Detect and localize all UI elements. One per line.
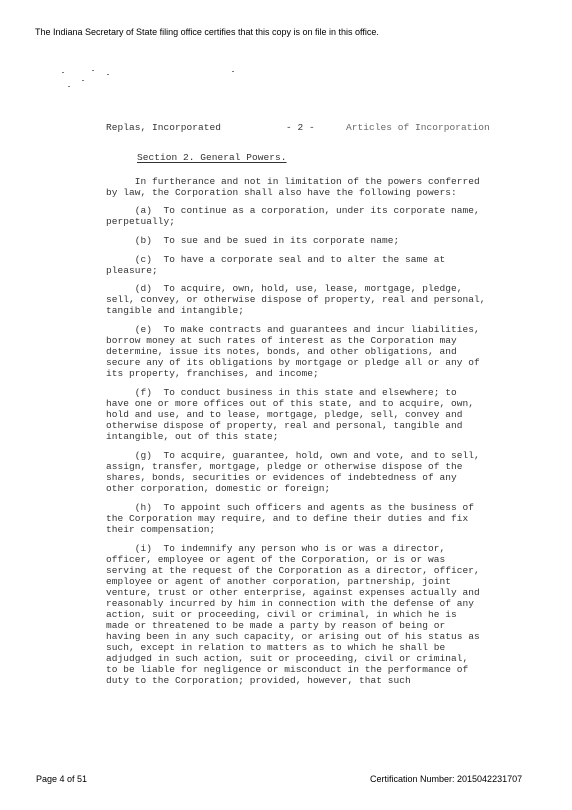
paragraph-h [106,502,474,535]
paragraph-d [106,283,486,316]
text-line: adjudged in such action, suit or proceeding, civil or criminal, [106,653,469,664]
text-line: pleasure; [106,265,158,276]
text-line: hold and use, and to lease, mortgage, pledge, sell, convey and [106,409,463,420]
paragraph-e [106,324,480,379]
text-line: (i) To indemnify any person who is or was a director, [106,543,446,554]
text-line: shares, bonds, securities or evidences of indebtedness of any [106,472,457,483]
text-line: serving at the request of the Corporation as a director, officer, [106,565,480,576]
text-line: made or threatened to be made a party by reason of being or [106,620,446,631]
paragraph-a [106,205,480,227]
header-company-name: Replas, Incorporated [106,122,222,133]
text-line: action, suit or proceeding, civil or criminal, in which he is [106,609,457,620]
paragraph-b [106,235,399,246]
text-line: employee or agent of another corporation, partnership, joint [106,576,452,587]
text-line: (a) To continue as a corporation, under its corporate name, [106,205,480,216]
text-line: In furtherance and not in limitation of the powers conferred [106,176,480,187]
paragraph-c [106,254,445,276]
text-line: by law, the Corporation shall also have the following powers: [106,187,457,198]
text-line: their compensation; [106,524,216,535]
certification-number: Certification Number: 2015042231707 [370,774,523,784]
text-line: (c) To have a corporate seal and to alter the same at [106,254,446,265]
text-line: sell, convey, or otherwise dispose of property, real and personal, [106,294,486,305]
text-line: to be liable for negligence or misconduct in the performance of [106,664,469,675]
text-line: have one or more offices out of this state, and to acquire, own, [106,398,475,409]
certification-banner: The Indiana Secretary of State filing office certifies that this copy is on file in this office. [35,27,379,37]
text-line: assign, transfer, mortgage, pledge or otherwise dispose of the [106,461,463,472]
text-line: tangible and intangible; [106,305,245,316]
text-line: (e) To make contracts and guarantees and incur liabilities, [106,324,480,335]
text-line: borrow money at such rates of interest as the Corporation may [106,335,457,346]
text-line: reasonably incurred by him in connection with the defense of any [106,598,475,609]
header-document-title: Articles of Incorporation [346,122,490,133]
page-number: Page 4 of 51 [36,774,88,784]
text-line: (d) To acquire, own, hold, use, lease, mortgage, pledge, [106,283,463,294]
paragraph-f [106,387,474,442]
paragraph-intro [106,176,480,198]
text-line: such, except in relation to matters as to which he shall be [106,642,446,653]
text-line: venture, trust or other enterprise, against expenses actually and [106,587,480,598]
text-line: its property, franchises, and income; [106,368,319,379]
text-line: duty to the Corporation; provided, however, that such [106,675,411,686]
header-page-marker: - 2 - [286,122,315,133]
text-line: having been in any such capacity, or arising out of his status as [106,631,480,642]
text-line: intangible, out of this state; [106,431,279,442]
text-line: (h) To appoint such officers and agents as the business of [106,502,475,513]
text-line: secure any of its obligations by mortgage or pledge all or any of [106,357,480,368]
text-line: (b) To sue and be sued in its corporate name; [106,235,400,246]
scan-specks [60,68,260,98]
paragraph-g [106,450,480,494]
section-heading: Section 2. General Powers. [137,152,287,163]
text-line: perpetually; [106,216,176,227]
text-line: determine, issue its notes, bonds, and other obligations, and [106,346,457,357]
text-line: (g) To acquire, guarantee, hold, own and vote, and to sell, [106,450,480,461]
text-line: (f) To conduct business in this state and elsewhere; to [106,387,457,398]
text-line: officer, employee or agent of the Corporation, or is or was [106,554,446,565]
text-line: the Corporation may require, and to define their duties and fix [106,513,469,524]
text-line: other corporation, domestic or foreign; [106,483,331,494]
text-line: otherwise dispose of property, real and personal, tangible and [106,420,463,431]
paragraph-i [106,543,480,686]
